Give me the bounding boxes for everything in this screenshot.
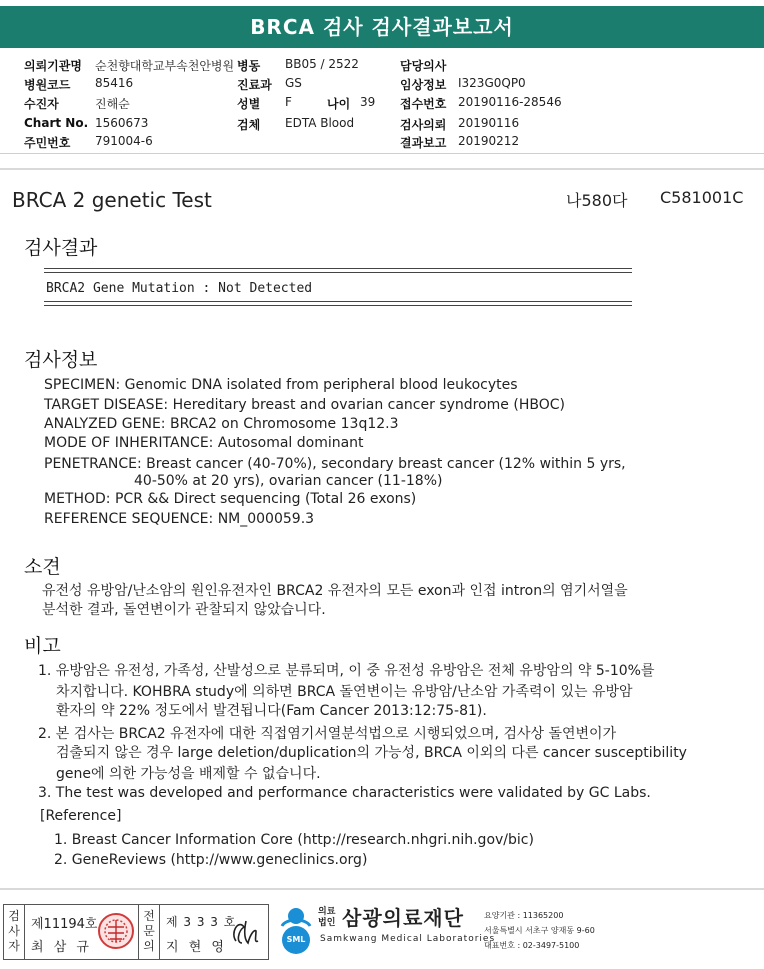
examiner-seal-icon: [96, 911, 136, 951]
header-label: 결과보고: [400, 136, 447, 150]
reference-2: 2. GeneReviews (http://www.geneclinics.org): [54, 852, 368, 868]
header-value: 20190212: [458, 134, 520, 148]
header-value: 진해순: [95, 97, 130, 111]
header-value: 791004-6: [95, 134, 153, 148]
test-code-2: C581001C: [660, 188, 744, 207]
header-value: 20190116: [458, 116, 520, 130]
header-label: 임상정보: [400, 78, 447, 92]
header-label: 검체: [237, 118, 261, 132]
finding-line-1: 유전성 유방암/난소암의 원인유전자인 BRCA2 유전자의 모든 exon과 인접 intron의 염기서열을: [42, 583, 628, 599]
header-value: 85416: [95, 76, 134, 90]
specialist-label-cell: [138, 905, 160, 959]
header-value: BB05 / 2522: [285, 57, 359, 71]
result-heading: 검사결과: [24, 237, 98, 259]
test-name: BRCA 2 genetic Test: [12, 188, 212, 212]
sml-logo-icon: [272, 904, 320, 956]
finding-heading: 소견: [24, 556, 61, 578]
result-line-top-1: [44, 268, 632, 269]
specialist-name: 지 현 영: [166, 940, 227, 955]
header-divider: [0, 153, 764, 154]
result-text: BRCA2 Gene Mutation : Not Detected: [46, 281, 313, 296]
org-prefix: 의료 법인: [318, 907, 336, 928]
result-line-bottom-2: [44, 305, 632, 306]
header-value: 순천향대학교부속천안병원: [95, 59, 235, 73]
header-label: 성별: [237, 97, 261, 111]
reference-heading: [Reference]: [40, 808, 122, 824]
examiner-license-no: 제11194호: [31, 917, 98, 932]
finding-line-2: 분석한 결과, 돌연변이가 관찰되지 않았습니다.: [42, 602, 326, 618]
org-phone: 대표번호 : 02-3497-5100: [484, 941, 580, 950]
header-value: I323G0QP0: [458, 76, 526, 90]
header-label: 주민번호: [24, 136, 71, 150]
header-value: 20190116-28546: [458, 95, 562, 109]
examiner-name: 최 삼 규: [31, 940, 92, 955]
footer-divider: [0, 888, 764, 890]
header-label: 검사의뢰: [400, 118, 447, 132]
specialist-license-no: 제 3 3 3 호: [166, 915, 237, 929]
header-label: Chart No.: [24, 116, 89, 130]
result-line-bottom-1: [44, 301, 632, 302]
org-address: 서울특별시 서초구 양재동 9-60: [484, 926, 595, 935]
remark-line: 차지합니다. KOHBRA study에 의하면 BRCA 돌연변이는 유방암/난소암 가족력이 있는 유방암: [56, 684, 633, 700]
header-value: 1560673: [95, 116, 149, 130]
remark-line: 1. 유방암은 유전성, 가족성, 산발성으로 분류되며, 이 중 유전성 유방암은 전체 유방암의 약 5-10%를: [38, 663, 655, 679]
org-code: 요양기관 : 11365200: [484, 911, 564, 920]
reference-1: 1. Breast Cancer Information Core (http://research.nhgri.nih.gov/bic): [54, 832, 534, 848]
header-value: F: [285, 95, 292, 109]
signature-icon: [226, 913, 264, 951]
header-label: 병원코드: [24, 78, 71, 92]
specialist-label: 전 문 의: [143, 909, 155, 953]
header-label: 의뢰기관명: [24, 59, 82, 73]
signature-box: [3, 904, 269, 960]
logo-badge: SML: [286, 935, 306, 944]
info-line: REFERENCE SEQUENCE: NM_000059.3: [44, 511, 315, 527]
age-label: 나이: [327, 97, 351, 111]
header-label: 수진자: [24, 97, 59, 111]
header-label: 담당의사: [400, 59, 447, 73]
info-line: METHOD: PCR && Direct sequencing (Total 26 exons): [44, 491, 417, 507]
info-heading: 검사정보: [24, 349, 98, 371]
info-line: 40-50% at 20 yrs), ovarian cancer (11-18%): [134, 473, 443, 489]
report-title: BRCA 검사 검사결과보고서: [0, 6, 764, 48]
remark-line: 3. The test was developed and performance characteristics were validated by GC Labs.: [38, 785, 651, 801]
remark-line: gene에 의한 가능성을 배제할 수 없습니다.: [56, 766, 321, 782]
header-value: GS: [285, 76, 302, 90]
header-value: EDTA Blood: [285, 116, 355, 130]
examiner-label-cell: [4, 905, 25, 959]
header-label: 접수번호: [400, 97, 447, 111]
remark-line: 환자의 약 22% 정도에서 발견됩니다(Fam Cancer 2013:12:75-81).: [56, 703, 487, 719]
test-code-1: 나580다: [566, 191, 628, 210]
org-name-en: Samkwang Medical Laboratories: [320, 934, 496, 944]
info-line: MODE OF INHERITANCE: Autosomal dominant: [44, 435, 364, 451]
remark-line: 2. 본 검사는 BRCA2 유전자에 대한 직접염기서열분석법으로 시행되었으며, 검사상 돌연변이가: [38, 726, 617, 742]
header-label: 병동: [237, 59, 261, 73]
info-line: TARGET DISEASE: Hereditary breast and ovarian cancer syndrome (HBOC): [44, 397, 565, 413]
org-name: 삼광의료재단: [342, 906, 464, 930]
examiner-label: 검 사 자: [8, 909, 20, 953]
header-divider-2: [0, 168, 764, 170]
info-line: PENETRANCE: Breast cancer (40-70%), secondary breast cancer (12% within 5 yrs,: [44, 456, 626, 472]
info-line: ANALYZED GENE: BRCA2 on Chromosome 13q12.3: [44, 416, 399, 432]
remark-line: 검출되지 않은 경우 large deletion/duplication의 가능성, BRCA 이외의 다른 cancer susceptibility: [56, 745, 687, 761]
header-label: 진료과: [237, 78, 272, 92]
info-line: SPECIMEN: Genomic DNA isolated from peripheral blood leukocytes: [44, 377, 518, 393]
age-value: 39: [360, 95, 376, 109]
remarks-heading: 비고: [24, 635, 61, 657]
result-line-top-2: [44, 272, 632, 273]
